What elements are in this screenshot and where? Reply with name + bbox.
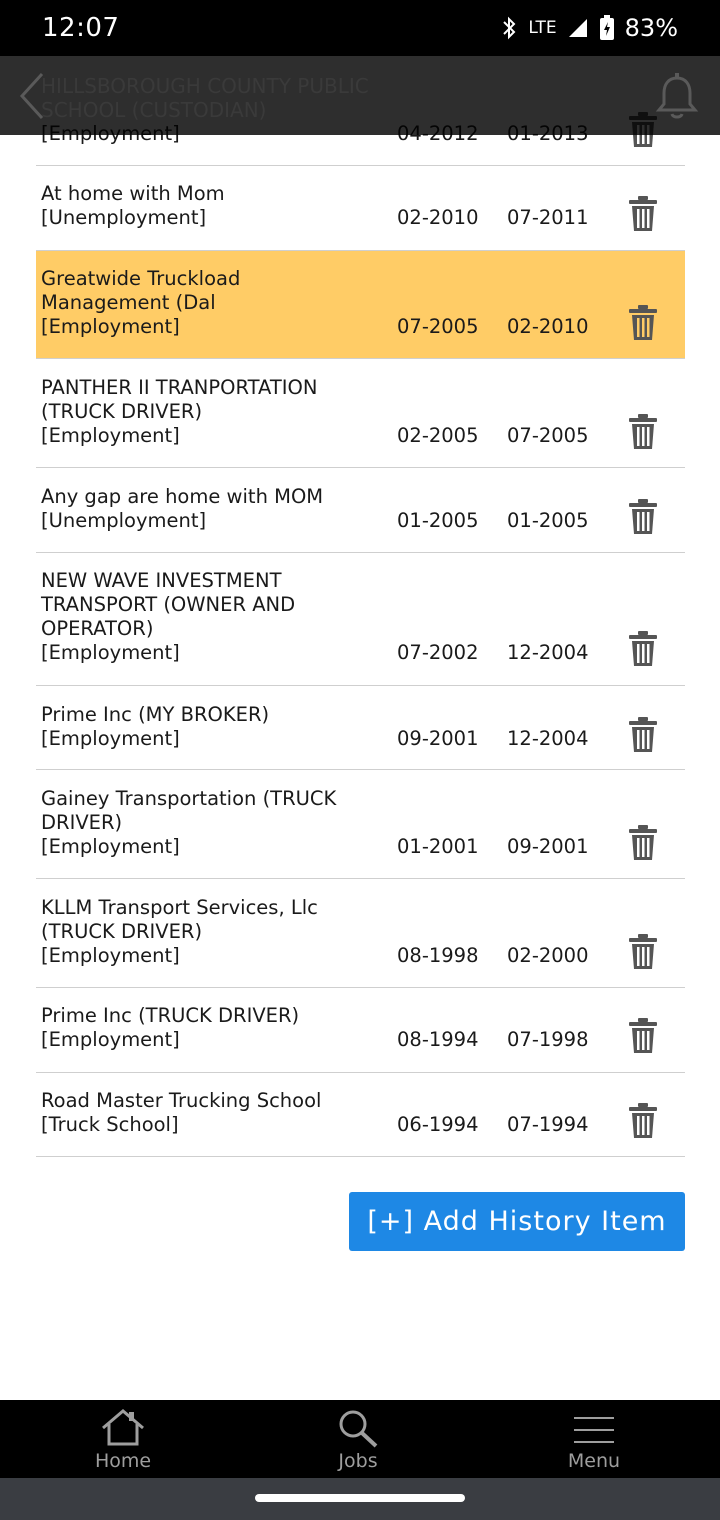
history-list	[36, 80, 685, 1157]
history-row-selected[interactable]	[36, 251, 685, 359]
history-start-date: 09-2001	[397, 727, 479, 750]
history-end-date: 07-1998	[507, 1028, 589, 1051]
history-row[interactable]	[36, 988, 685, 1073]
nav-jobs[interactable]	[288, 1400, 428, 1478]
trash-icon	[627, 499, 659, 535]
nav-home-label: Home	[94, 1450, 152, 1472]
trash-icon	[627, 825, 659, 861]
delete-button[interactable]	[627, 305, 659, 341]
history-title: Prime Inc (MY BROKER)	[41, 703, 270, 726]
history-end-date: 01-2005	[507, 509, 589, 532]
trash-icon	[627, 1103, 659, 1139]
history-end-date: 12-2004	[507, 727, 589, 750]
trash-icon	[627, 1018, 659, 1054]
nav-menu[interactable]	[524, 1400, 664, 1478]
history-start-date: 08-1994	[397, 1028, 479, 1051]
app-header	[0, 56, 720, 135]
search-icon	[334, 1408, 382, 1448]
delete-button[interactable]	[627, 1103, 659, 1139]
add-history-item-button[interactable]: [+] Add History Item	[349, 1192, 685, 1251]
history-end-date: 12-2004	[507, 641, 589, 664]
history-row[interactable]	[36, 468, 685, 553]
home-icon	[99, 1408, 147, 1448]
delete-button[interactable]	[627, 631, 659, 667]
delete-button[interactable]	[627, 717, 659, 753]
delete-button[interactable]	[627, 1018, 659, 1054]
history-end-date: 07-2005	[507, 424, 589, 447]
history-type: [Employment]	[41, 727, 180, 750]
history-title: KLLM Transport Services, Llc (TRUCK DRIVER)	[41, 896, 318, 943]
history-type: [Employment]	[41, 944, 180, 967]
history-start-date: 02-2005	[397, 424, 479, 447]
trash-icon	[627, 414, 659, 450]
battery-charging-icon	[599, 15, 615, 41]
delete-button[interactable]	[627, 414, 659, 450]
history-type: [Employment]	[41, 315, 180, 338]
bottom-nav	[0, 1400, 720, 1478]
bell-icon	[654, 72, 700, 122]
nav-home[interactable]	[53, 1400, 193, 1478]
history-row[interactable]	[36, 770, 685, 879]
history-type: [Truck School]	[41, 1113, 179, 1136]
history-title: Road Master Trucking School	[41, 1089, 322, 1112]
page-title: HILLSBOROUGH COUNTY PUBLIC SCHOOL (CUSTODIAN)	[41, 74, 369, 122]
history-start-date: 08-1998	[397, 944, 479, 967]
delete-button[interactable]	[627, 196, 659, 232]
history-start-date: 06-1994	[397, 1113, 479, 1136]
history-type: [Unemployment]	[41, 509, 207, 532]
trash-icon	[627, 934, 659, 970]
history-title: NEW WAVE INVESTMENT TRANSPORT (OWNER AND OPERATOR)	[41, 569, 296, 640]
history-start-date: 01-2001	[397, 835, 479, 858]
history-end-date: 02-2000	[507, 944, 589, 967]
history-title: Prime Inc (TRUCK DRIVER)	[41, 1004, 300, 1027]
history-row[interactable]	[36, 166, 685, 251]
network-type: LTE	[528, 18, 557, 38]
history-type: [Employment]	[41, 641, 180, 664]
history-start-date: 07-2002	[397, 641, 479, 664]
history-title: PANTHER II TRANPORTATION (TRUCK DRIVER)	[41, 376, 318, 423]
battery-percent: 83%	[624, 14, 678, 42]
trash-icon	[627, 196, 659, 232]
status-icons	[500, 14, 678, 42]
history-start-date: 07-2005	[397, 315, 479, 338]
nav-menu-label: Menu	[567, 1450, 621, 1472]
history-type: [Employment]	[41, 835, 180, 858]
history-row[interactable]	[36, 553, 685, 686]
status-bar	[0, 0, 720, 56]
trash-icon	[627, 717, 659, 753]
history-row[interactable]	[36, 359, 685, 468]
history-end-date: 07-1994	[507, 1113, 589, 1136]
history-row[interactable]	[36, 1073, 685, 1157]
notifications-button[interactable]	[654, 72, 700, 122]
history-end-date: 02-2010	[507, 315, 589, 338]
history-row[interactable]	[36, 879, 685, 988]
history-title: Greatwide Truckload Management (Dal	[41, 267, 241, 314]
delete-button[interactable]	[627, 825, 659, 861]
history-start-date: 01-2005	[397, 509, 479, 532]
status-time: 12:07	[42, 13, 120, 43]
history-start-date: 02-2010	[397, 206, 479, 229]
delete-button[interactable]	[627, 934, 659, 970]
history-row[interactable]	[36, 686, 685, 770]
gesture-bar	[0, 1478, 720, 1520]
history-type: [Unemployment]	[41, 206, 207, 229]
delete-button[interactable]	[627, 499, 659, 535]
trash-icon	[627, 305, 659, 341]
history-title: Any gap are home with MOM	[41, 485, 324, 508]
history-title: Gainey Transportation (TRUCK DRIVER)	[41, 787, 337, 834]
trash-icon	[627, 631, 659, 667]
bluetooth-icon	[500, 16, 518, 40]
history-end-date: 09-2001	[507, 835, 589, 858]
history-title: At home with Mom	[41, 182, 225, 205]
nav-jobs-label: Jobs	[338, 1450, 378, 1472]
hamburger-menu-icon	[570, 1408, 618, 1448]
home-gesture-handle[interactable]	[255, 1494, 465, 1502]
history-type: [Employment]	[41, 424, 180, 447]
history-end-date: 07-2011	[507, 206, 589, 229]
signal-icon	[567, 17, 589, 39]
history-type: [Employment]	[41, 1028, 180, 1051]
